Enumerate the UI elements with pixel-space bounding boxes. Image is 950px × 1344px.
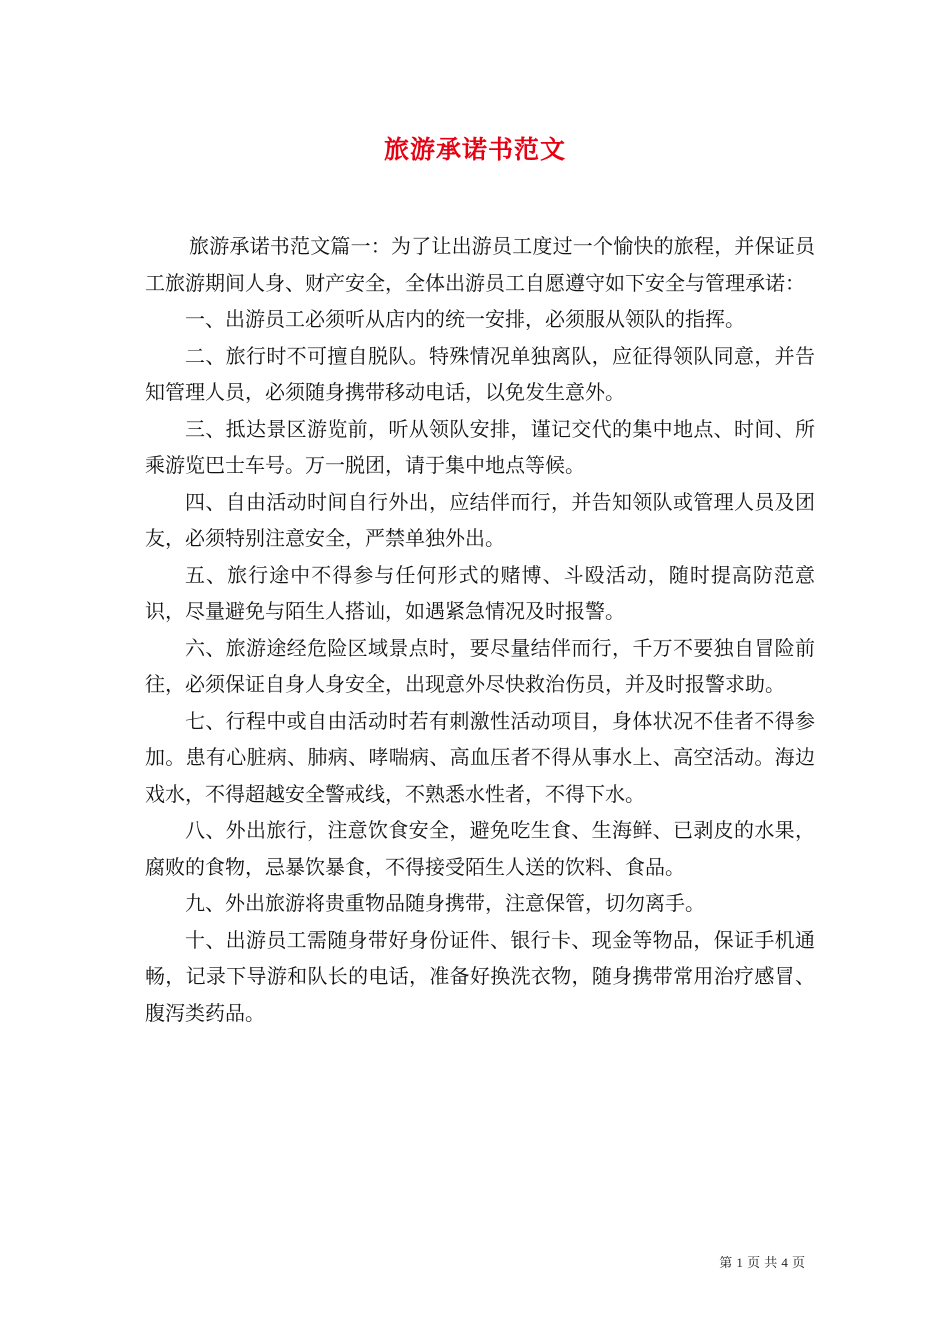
paragraph-item-4: 四、自由活动时间自行外出，应结伴而行，并告知领队或管理人员及团友，必须特别注意安全，严禁单独外出。 — [145, 489, 815, 550]
paragraph-item-1: 一、出游员工必须听从店内的统一安排，必须服从领队的指挥。 — [185, 307, 745, 331]
paragraph-item-7: 七、行程中或自由活动时若有刺激性活动项目，身体状况不佳者不得参加。患有心脏病、肺病、哮喘病、高血压者不得从事水上、高空活动。海边戏水，不得超越安全警戒线，不熟悉水性者，不得下水。 — [145, 708, 815, 806]
footer-total-pages: 4 — [781, 1255, 788, 1270]
footer-suffix: 页 — [791, 1256, 805, 1271]
paragraph-item-2: 二、旅行时不可擅自脱队。特殊情况单独离队，应征得领队同意，并告知管理人员，必须随身携带移动电话，以免发生意外。 — [145, 343, 815, 404]
footer-prefix: 第 — [719, 1256, 733, 1271]
paragraph-item-3: 三、抵达景区游览前，听从领队安排，谨记交代的集中地点、时间、所乘游览巴士车号。万一脱团，请于集中地点等候。 — [145, 416, 815, 477]
paragraph-intro: 旅游承诺书范文篇一：为了让出游员工度过一个愉快的旅程，并保证员工旅游期间人身、财产安全，全体出游员工自愿遵守如下安全与管理承诺： — [145, 234, 815, 295]
paragraph-item-8: 八、外出旅行，注意饮食安全，避免吃生食、生海鲜、已剥皮的水果，腐败的食物，忌暴饮暴食，不得接受陌生人送的饮料、食品。 — [145, 818, 815, 879]
footer-middle: 页 共 — [747, 1256, 778, 1271]
footer-current-page: 1 — [736, 1255, 743, 1270]
paragraph-item-6: 六、旅游途经危险区域景点时，要尽量结伴而行，千万不要独自冒险前往，必须保证自身人身安全，出现意外尽快救治伤员，并及时报警求助。 — [145, 635, 815, 696]
page-number-footer — [719, 1252, 805, 1271]
paragraph-item-9: 九、外出旅游将贵重物品随身携带，注意保管，切勿离手。 — [185, 891, 705, 915]
paragraph-item-5: 五、旅行途中不得参与任何形式的赌博、斗殴活动，随时提高防范意识，尽量避免与陌生人搭讪，如遇紧急情况及时报警。 — [145, 562, 815, 623]
paragraph-item-10: 十、出游员工需随身带好身份证件、银行卡、现金等物品，保证手机通畅，记录下导游和队长的电话，准备好换洗衣物，随身携带常用治疗感冒、腹泻类药品。 — [145, 927, 815, 1025]
document-body — [145, 228, 815, 1031]
document-title: 旅游承诺书范文 — [383, 135, 566, 164]
